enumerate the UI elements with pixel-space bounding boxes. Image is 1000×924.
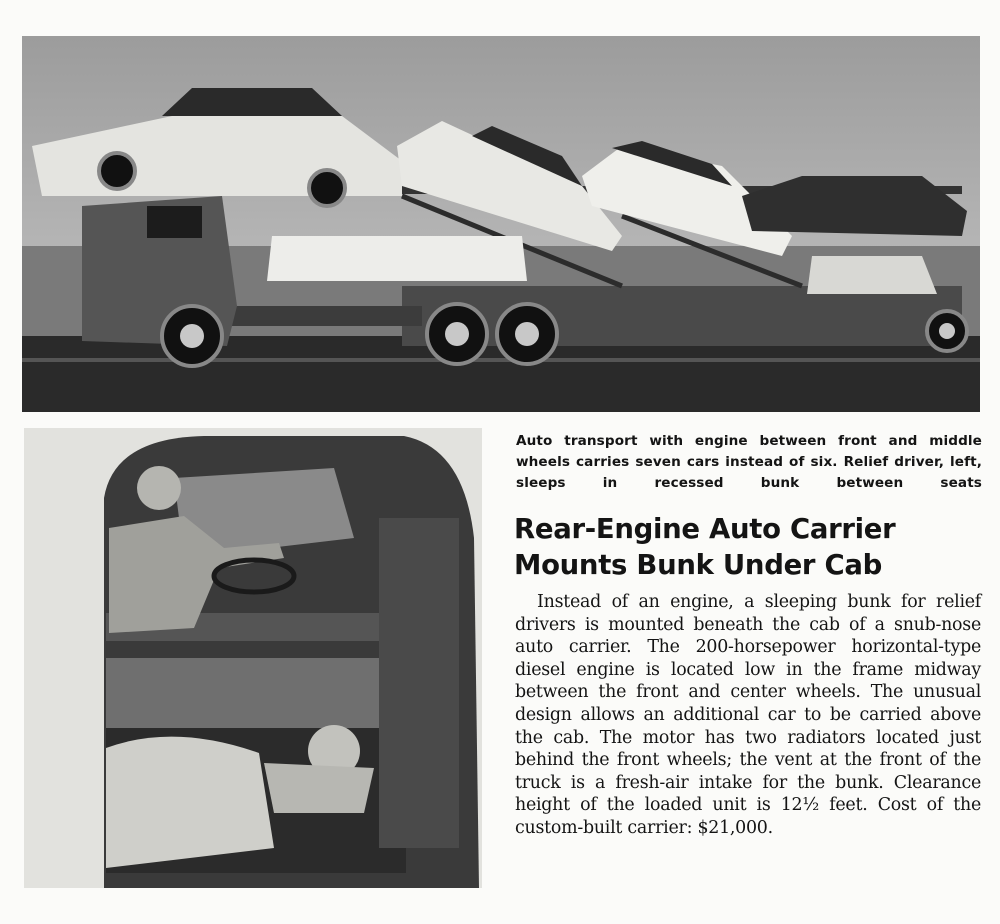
truck-illustration	[22, 36, 980, 412]
article-body-text: Instead of an engine, a sleeping bunk for relief drivers is mounted beneath the cab of a snub-nose auto carrier. The 200-horsepower horizontal-type diesel engine is located low in the frame midway between the front and center wheels. The unusual design allows an additional car to be carried above the cab. The motor has two radiators located just behind the front wheels; the vent at the front of the truck is a fresh-air intake for the bunk. Clearance height of the loaded unit is 12½ feet. Cost of the custom-built carrier: $21,000.	[515, 592, 981, 838]
cab-interior-photo	[24, 428, 482, 888]
headline-line-1: Rear-Engine Auto Carrier	[514, 513, 896, 545]
article-body	[515, 591, 981, 840]
headline-line-2: Mounts Bunk Under Cab	[514, 549, 882, 581]
cab-illustration	[24, 428, 482, 888]
auto-transport-photo	[22, 36, 980, 412]
photo-caption: Auto transport with engine between front and middle wheels carries seven cars instead of six. Relief driver, left, sleeps in recessed bunk between seats	[516, 433, 982, 491]
article-headline	[514, 511, 984, 583]
